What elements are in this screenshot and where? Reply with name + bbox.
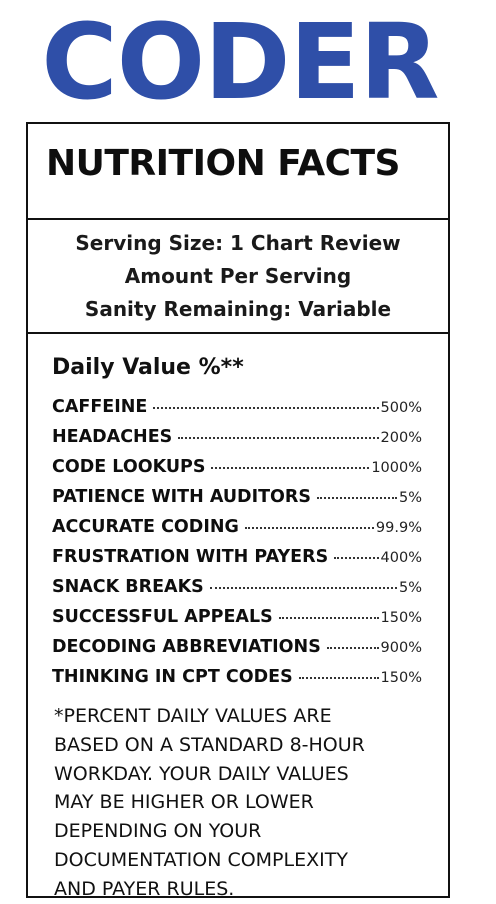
dot-leader: [210, 587, 397, 589]
nutrient-row-snack-breaks: [52, 572, 422, 602]
nutrient-value: 200%: [380, 430, 422, 446]
dot-leader: [211, 467, 369, 469]
sanity-remaining: Sanity Remaining: Variable: [84, 297, 392, 321]
nutrient-row-caffeine: [52, 392, 422, 422]
nutrient-value: 5%: [398, 490, 422, 506]
footnote: *PERCENT DAILY VALUES ARE BASED ON A STANDARD 8-HOUR WORKDAY. YOUR DAILY VALUES MAY BE HIGHER OR LOWER DEPENDING ON YOUR DOCUMENTATION COMPLEXITY AND PAYER RULES.: [54, 705, 365, 900]
nutrient-label: CODE LOOKUPS: [52, 457, 206, 477]
dot-leader: [153, 407, 378, 409]
nutrient-row-patience-with-auditors: [52, 482, 422, 512]
nutrient-label: SUCCESSFUL APPEALS: [52, 607, 273, 627]
nutrient-value: 400%: [380, 550, 422, 566]
nutrient-value: 150%: [380, 670, 422, 686]
serving-section: [28, 220, 448, 334]
dot-leader: [334, 557, 378, 559]
dot-leader: [327, 647, 379, 649]
nutrient-label: FRUSTRATION WITH PAYERS: [52, 547, 329, 567]
dot-leader: [245, 527, 374, 529]
nutrient-list: [52, 392, 422, 692]
nutrient-value: 500%: [380, 400, 422, 416]
nutrient-value: 900%: [380, 640, 422, 656]
nutrient-label: PATIENCE WITH AUDITORS: [52, 487, 311, 507]
daily-value-heading: Daily Value %**: [52, 355, 244, 380]
nutrient-label: SNACK BREAKS: [52, 577, 204, 597]
amount-per-serving: Amount Per Serving: [124, 264, 352, 288]
dot-leader: [178, 437, 378, 439]
dot-leader: [279, 617, 379, 619]
nutrient-row-decoding-abbreviations: [52, 632, 422, 662]
nutrient-row-accurate-coding: [52, 512, 422, 542]
label-title: NUTRITION FACTS: [46, 143, 400, 184]
serving-size: Serving Size: 1 Chart Review: [75, 231, 401, 255]
nutrient-value: 99.9%: [375, 520, 422, 536]
nutrient-row-code-lookups: [52, 452, 422, 482]
nutrient-row-successful-appeals: [52, 602, 422, 632]
brand-title: CODER: [41, 1, 439, 123]
nutrition-label: [26, 122, 450, 898]
nutrient-value: 1000%: [371, 460, 422, 476]
nutrient-label: HEADACHES: [52, 427, 173, 447]
nutrient-label: THINKING IN CPT CODES: [52, 667, 293, 687]
nutrient-row-frustration-with-payers: [52, 542, 422, 572]
title-section: [28, 124, 448, 220]
nutrient-row-thinking-in-cpt-codes: [52, 662, 422, 692]
dot-leader: [299, 677, 379, 679]
dot-leader: [317, 497, 397, 499]
nutrient-row-headaches: [52, 422, 422, 452]
nutrient-label: DECODING ABBREVIATIONS: [52, 637, 321, 657]
nutrient-label: CAFFEINE: [52, 397, 148, 417]
nutrient-label: ACCURATE CODING: [52, 517, 239, 537]
nutrient-value: 5%: [398, 580, 422, 596]
nutrient-value: 150%: [380, 610, 422, 626]
